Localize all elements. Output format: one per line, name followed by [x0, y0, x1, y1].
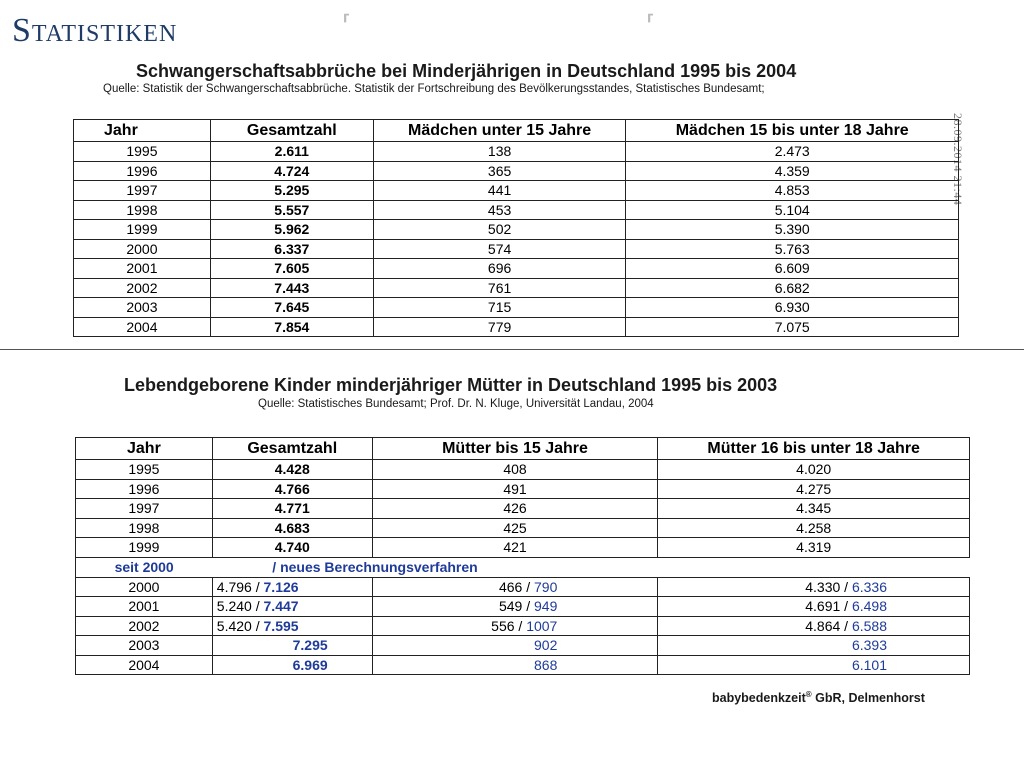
table-row [74, 200, 959, 220]
cell-maedchen-unter-15: 365 [373, 161, 626, 181]
value-new: 6.336 [851, 578, 887, 595]
cell-maedchen-15-18: 2.473 [626, 142, 959, 162]
cell-muetter-16-18: 4.020 [658, 460, 970, 480]
cell-year: 2001 [74, 259, 211, 279]
header-maedchen-unter-15: Mädchen unter 15 Jahre [373, 120, 626, 142]
cell-muetter-16-18: 4.319 [658, 538, 970, 558]
table-row [74, 181, 959, 201]
table-row [74, 220, 959, 240]
cell-maedchen-15-18: 6.930 [626, 298, 959, 318]
table-row [76, 616, 970, 636]
value-old: 5.240 / [216, 598, 260, 615]
cell-maedchen-15-18: 6.609 [626, 259, 959, 279]
cell-muetter-bis-15 [372, 577, 658, 597]
cell-maedchen-unter-15: 779 [373, 317, 626, 337]
cell-maedchen-15-18: 6.682 [626, 278, 959, 298]
cell-muetter-16-18: 4.345 [658, 499, 970, 519]
cell-muetter-bis-15: 426 [372, 499, 658, 519]
cell-muetter-bis-15: 425 [372, 518, 658, 538]
cell-year: 2002 [76, 616, 213, 636]
cell-maedchen-15-18: 7.075 [626, 317, 959, 337]
registered-mark: ® [805, 690, 812, 699]
value-new: 7.595 [263, 617, 299, 634]
cell-gesamtzahl [212, 577, 372, 597]
method-note-year: seit 2000 [76, 557, 213, 577]
cell-maedchen-unter-15: 441 [373, 181, 626, 201]
table-row [76, 597, 970, 617]
value-old: 466 / [498, 578, 531, 595]
cell-year: 2002 [74, 278, 211, 298]
table-header-row [74, 120, 959, 142]
cell-muetter-bis-15 [372, 655, 658, 675]
value-old: 5.420 / [216, 617, 260, 634]
cell-gesamtzahl: 7.605 [210, 259, 373, 279]
cell-year: 1998 [74, 200, 211, 220]
value-new: 6.393 [851, 637, 887, 654]
method-note-text: / neues Berechnungsverfahren [272, 559, 478, 575]
table-row [76, 479, 970, 499]
value-old: 549 / [498, 598, 531, 615]
footer-name: babybedenkzeit [712, 691, 806, 706]
header-jahr: Jahr [74, 120, 211, 142]
header-gesamtzahl: Gesamtzahl [210, 120, 373, 142]
value-old: 4.330 / [805, 578, 849, 595]
cell-maedchen-unter-15: 138 [373, 142, 626, 162]
cell-maedchen-unter-15: 696 [373, 259, 626, 279]
cell-muetter-bis-15 [372, 616, 658, 636]
cell-muetter-16-18: 4.258 [658, 518, 970, 538]
footer-suffix: GbR, Delmenhorst [811, 691, 925, 706]
table-row [76, 538, 970, 558]
value-old: 4.796 / [216, 578, 260, 595]
cell-year: 1996 [76, 479, 213, 499]
table-row [76, 577, 970, 597]
value-new: 6.101 [851, 656, 887, 673]
cell-maedchen-unter-15: 502 [373, 220, 626, 240]
cell-muetter-bis-15: 408 [372, 460, 658, 480]
cell-maedchen-15-18: 4.359 [626, 161, 959, 181]
value-new: 1007 [526, 617, 558, 634]
cell-year: 2003 [74, 298, 211, 318]
cell-maedchen-15-18: 4.853 [626, 181, 959, 201]
cell-year: 2003 [76, 636, 213, 656]
section1-source: Quelle: Statistik der Schwangerschaftsabbrüche. Statistik der Fortschreibung des Bevölkerungsstandes, Statistisches Bundesamt; [103, 83, 765, 95]
method-note-empty [658, 557, 970, 577]
timestamp: 28.09.2014 21:44 [951, 113, 965, 206]
cell-year: 2004 [74, 317, 211, 337]
header-jahr: Jahr [76, 438, 213, 460]
table-row [74, 161, 959, 181]
cell-gesamtzahl: 5.295 [210, 181, 373, 201]
births-table [75, 437, 970, 675]
value-old: 4.691 / [805, 598, 849, 615]
value-new: 7.295 [292, 637, 328, 654]
cell-gesamtzahl [212, 616, 372, 636]
cell-gesamtzahl: 2.611 [210, 142, 373, 162]
table-row [76, 518, 970, 538]
cell-gesamtzahl [212, 655, 372, 675]
value-new: 6.588 [851, 617, 887, 634]
header-gesamtzahl: Gesamtzahl [212, 438, 372, 460]
cell-year: 1995 [76, 460, 213, 480]
cell-year: 1998 [76, 518, 213, 538]
cell-gesamtzahl: 4.740 [212, 538, 372, 558]
cell-year: 1999 [74, 220, 211, 240]
value-new: 868 [534, 656, 558, 673]
section2-source: Quelle: Statistisches Bundesamt; Prof. Dr. N. Kluge, Universität Landau, 2004 [258, 398, 654, 410]
value-old: 556 / [491, 617, 523, 634]
table-row [76, 636, 970, 656]
cell-muetter-16-18 [658, 616, 970, 636]
value-new: 6.498 [851, 598, 887, 615]
cell-year: 1996 [74, 161, 211, 181]
cell-muetter-16-18: 4.275 [658, 479, 970, 499]
table-row [74, 259, 959, 279]
cell-gesamtzahl: 5.962 [210, 220, 373, 240]
cell-gesamtzahl [212, 636, 372, 656]
value-new: 949 [534, 598, 558, 615]
cell-muetter-bis-15 [372, 597, 658, 617]
header-maedchen-15-18: Mädchen 15 bis unter 18 Jahre [626, 120, 959, 142]
value-new: 6.969 [292, 656, 328, 673]
cell-gesamtzahl: 6.337 [210, 239, 373, 259]
value-new: 7.126 [263, 578, 299, 595]
table-row [74, 317, 959, 337]
cell-muetter-bis-15 [372, 636, 658, 656]
table-row [76, 499, 970, 519]
cell-muetter-16-18 [658, 655, 970, 675]
cell-muetter-bis-15: 421 [372, 538, 658, 558]
table-row [74, 278, 959, 298]
decorative-mark: ⸢ [342, 12, 352, 38]
cell-maedchen-15-18: 5.763 [626, 239, 959, 259]
header-muetter-bis-15: Mütter bis 15 Jahre [372, 438, 658, 460]
cell-year: 1997 [74, 181, 211, 201]
cell-gesamtzahl: 5.557 [210, 200, 373, 220]
cell-muetter-16-18 [658, 577, 970, 597]
abortion-table [73, 119, 959, 337]
table-header-row [76, 438, 970, 460]
table-row [74, 239, 959, 259]
cell-year: 2001 [76, 597, 213, 617]
section-divider [0, 349, 1024, 350]
cell-gesamtzahl: 7.645 [210, 298, 373, 318]
table-row [74, 142, 959, 162]
cell-gesamtzahl [212, 597, 372, 617]
cell-gesamtzahl: 7.854 [210, 317, 373, 337]
cell-maedchen-unter-15: 715 [373, 298, 626, 318]
cell-year: 1997 [76, 499, 213, 519]
cell-gesamtzahl: 4.771 [212, 499, 372, 519]
cell-gesamtzahl: 4.724 [210, 161, 373, 181]
decorative-mark: ⸢ [646, 12, 656, 38]
cell-gesamtzahl: 7.443 [210, 278, 373, 298]
method-note-row [76, 557, 970, 577]
value-new: 7.447 [263, 598, 299, 615]
cell-muetter-16-18 [658, 597, 970, 617]
value-old: 4.864 / [805, 617, 849, 634]
cell-maedchen-unter-15: 574 [373, 239, 626, 259]
cell-muetter-16-18 [658, 636, 970, 656]
section2-heading: Lebendgeborene Kinder minderjähriger Mütter in Deutschland 1995 bis 2003 [124, 375, 778, 395]
cell-maedchen-15-18: 5.390 [626, 220, 959, 240]
cell-year: 2000 [74, 239, 211, 259]
cell-year: 1995 [74, 142, 211, 162]
value-new: 902 [534, 637, 558, 654]
section1-heading: Schwangerschaftsabbrüche bei Minderjährigen in Deutschland 1995 bis 2004 [136, 61, 797, 81]
table-row [76, 460, 970, 480]
cell-maedchen-unter-15: 453 [373, 200, 626, 220]
cell-gesamtzahl: 4.683 [212, 518, 372, 538]
cell-year: 1999 [76, 538, 213, 558]
cell-gesamtzahl: 4.428 [212, 460, 372, 480]
slide-title: Statistiken [12, 12, 178, 49]
cell-maedchen-unter-15: 761 [373, 278, 626, 298]
cell-year: 2000 [76, 577, 213, 597]
footer-credit [712, 690, 925, 705]
value-new: 790 [534, 578, 558, 595]
cell-gesamtzahl: 4.766 [212, 479, 372, 499]
cell-maedchen-15-18: 5.104 [626, 200, 959, 220]
cell-muetter-bis-15: 491 [372, 479, 658, 499]
cell-year: 2004 [76, 655, 213, 675]
header-muetter-16-18: Mütter 16 bis unter 18 Jahre [658, 438, 970, 460]
table-row [76, 655, 970, 675]
table-row [74, 298, 959, 318]
